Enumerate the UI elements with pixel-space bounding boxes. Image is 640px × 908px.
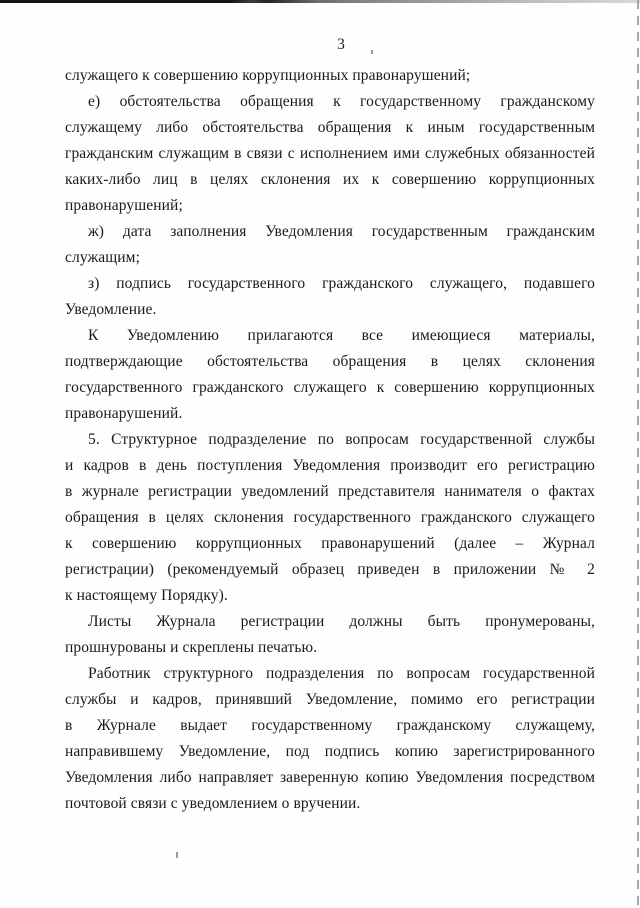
text-line: в журнале регистрации уведомлений представителя нанимателя о фактах	[65, 483, 595, 500]
paragraph	[65, 661, 595, 817]
scan-speck	[176, 852, 178, 858]
scan-artifact-top-edge	[0, 0, 640, 3]
text-line: 5. Структурное подразделение по вопросам государственной службы	[88, 431, 595, 448]
text-line: е) обстоятельства обращения к государственному гражданскому	[88, 93, 595, 110]
text-line: гражданским служащим в связи с исполнением ими служебных обязанностей	[65, 145, 595, 162]
text-line: служащего к совершению коррупционных правонарушений;	[65, 67, 471, 84]
document-body	[65, 63, 595, 817]
paragraph	[65, 427, 595, 609]
page-number: 3	[337, 36, 345, 53]
text-line: служащим;	[65, 249, 140, 266]
text-line: обращения в целях склонения государственного гражданского служащего	[65, 509, 595, 526]
paragraph	[65, 609, 595, 661]
text-line: правонарушений.	[65, 405, 183, 422]
text-line: ж) дата заполнения Уведомления государственным гражданским	[88, 223, 595, 240]
text-line: к совершению коррупционных правонарушений (далее – Журнал	[65, 535, 595, 552]
paragraph	[65, 89, 595, 219]
text-line: Листы Журнала регистрации должны быть пронумерованы,	[88, 613, 595, 630]
paragraph	[65, 271, 595, 323]
paragraph	[65, 63, 595, 89]
text-line: и кадров в день поступления Уведомления производит его регистрацию	[65, 457, 595, 474]
text-line: направившему Уведомление, под подпись копию зарегистрированного	[65, 743, 595, 760]
paragraph	[65, 323, 595, 427]
text-line: в Журнале выдает государственному гражданскому служащему,	[65, 717, 595, 734]
text-line: к настоящему Порядку).	[65, 587, 228, 604]
text-line: Работник структурного подразделения по вопросам государственной	[88, 665, 595, 682]
text-line: Уведомление.	[65, 301, 157, 318]
text-line: з) подпись государственного гражданского служащего, подавшего	[88, 275, 595, 292]
text-line: государственного гражданского служащего к совершению коррупционных	[65, 379, 595, 396]
text-line: Уведомления либо направляет заверенную копию Уведомления посредством	[65, 769, 595, 786]
text-line: служащему либо обстоятельства обращения к иным государственным	[65, 119, 595, 136]
text-line: регистрации) (рекомендуемый образец приведен в приложении № 2	[65, 561, 595, 578]
text-line: К Уведомлению прилагаются все имеющиеся материалы,	[88, 327, 595, 344]
text-line: прошнурованы и скреплены печатью.	[65, 639, 318, 656]
scan-artifact-right-dashed-edge	[637, 0, 639, 908]
text-line: правонарушений;	[65, 197, 183, 214]
text-line: почтовой связи с уведомлением о вручении.	[65, 795, 361, 812]
text-line: каких-либо лиц в целях склонения их к совершению коррупционных	[65, 171, 595, 188]
text-line: подтверждающие обстоятельства обращения в целях склонения	[65, 353, 595, 370]
text-line: службы и кадров, принявший Уведомление, помимо его регистрации	[65, 691, 595, 708]
paragraph	[65, 219, 595, 271]
